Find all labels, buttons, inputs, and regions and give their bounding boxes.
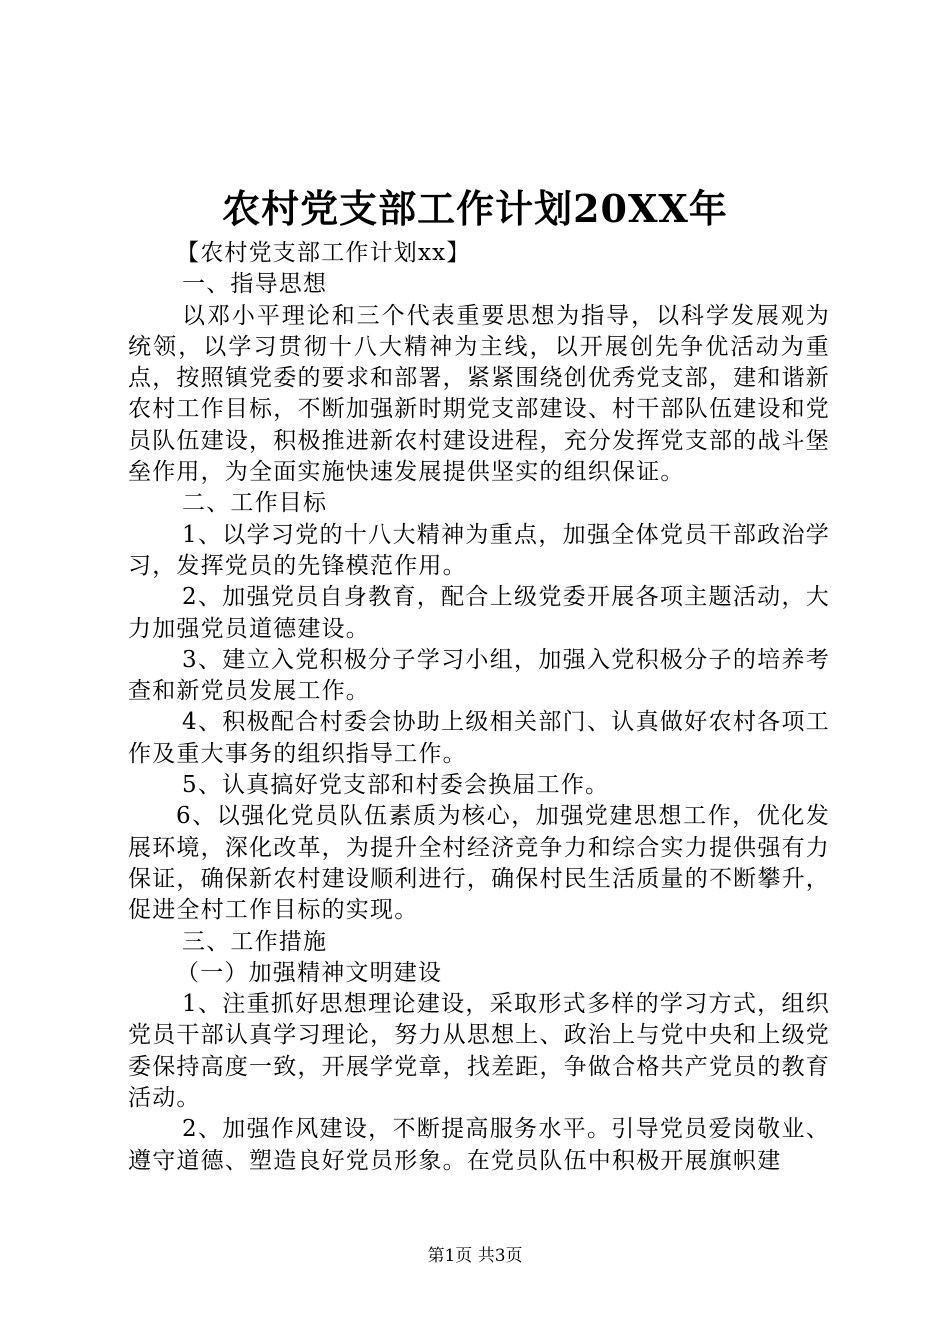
subtitle-paragraph: 【农村党支部工作计划xx】: [176, 240, 471, 266]
subsection-heading-spiritual-civilization: （一）加强精神文明建设: [176, 959, 443, 986]
paragraph-measure-2: 2、加强作风建设，不断提高服务水平。引导党员爱岗敬业、遵守道德、塑造良好党员形象。在党员队伍中积极开展旗帜建: [128, 1116, 830, 1174]
section-heading-work-goals: 二、工作目标: [182, 490, 328, 517]
document-body: [128, 238, 830, 1177]
section-heading-work-measures: 三、工作措施: [182, 928, 328, 955]
section-heading-guiding-ideology: 一、指导思想: [182, 271, 328, 298]
page-number: 第1页 共3页: [427, 1246, 523, 1266]
paragraph-goal-1: 1、以学习党的十八大精神为重点，加强全体党员干部政治学习，发挥党员的先锋模范作用。: [128, 521, 830, 579]
document-title: 农村党支部工作计划20XX年: [222, 186, 728, 231]
paragraph-goal-6: 6、以强化党员队伍素质为核心，加强党建思想工作，优化发展环境，深化改革，为提升全村经济竞争力和综合实力提供强有力保证，确保新农村建设顺利进行，确保村民生活质量的不断攀升，促进全村工作目标的实现。: [128, 803, 830, 924]
paragraph-guiding-ideology: 以邓小平理论和三个代表重要思想为指导，以科学发展观为统领，以学习贯彻十八大精神为主线，以开展创先争优活动为重点，按照镇党委的要求和部署，紧紧围绕创优秀党支部，建和谐新农村工作目标，不断加强新时期党支部建设、村干部队伍建设和党员队伍建设，积极推进新农村建设进程，充分发挥党支部的战斗堡垒作用，为全面实施快速发展提供坚实的组织保证。: [128, 302, 830, 486]
paragraph-goal-4: 4、积极配合村委会协助上级相关部门、认真做好农村各项工作及重大事务的组织指导工作。: [128, 709, 830, 767]
paragraph-goal-5: 5、认真搞好党支部和村委会换届工作。: [182, 772, 610, 799]
paragraph-goal-3: 3、建立入党积极分子学习小组，加强入党积极分子的培养考查和新党员发展工作。: [128, 646, 830, 705]
paragraph-measure-1: 1、注重抓好思想理论建设，采取形式多样的学习方式，组织党员干部认真学习理论，努力从思想上、政治上与党中央和上级党委保持高度一致，开展学党章，找差距，争做合格共产党员的教育活动。: [128, 991, 830, 1112]
paragraph-goal-2: 2、加强党员自身教育，配合上级党委开展各项主题活动，大力加强党员道德建设。: [128, 584, 830, 642]
